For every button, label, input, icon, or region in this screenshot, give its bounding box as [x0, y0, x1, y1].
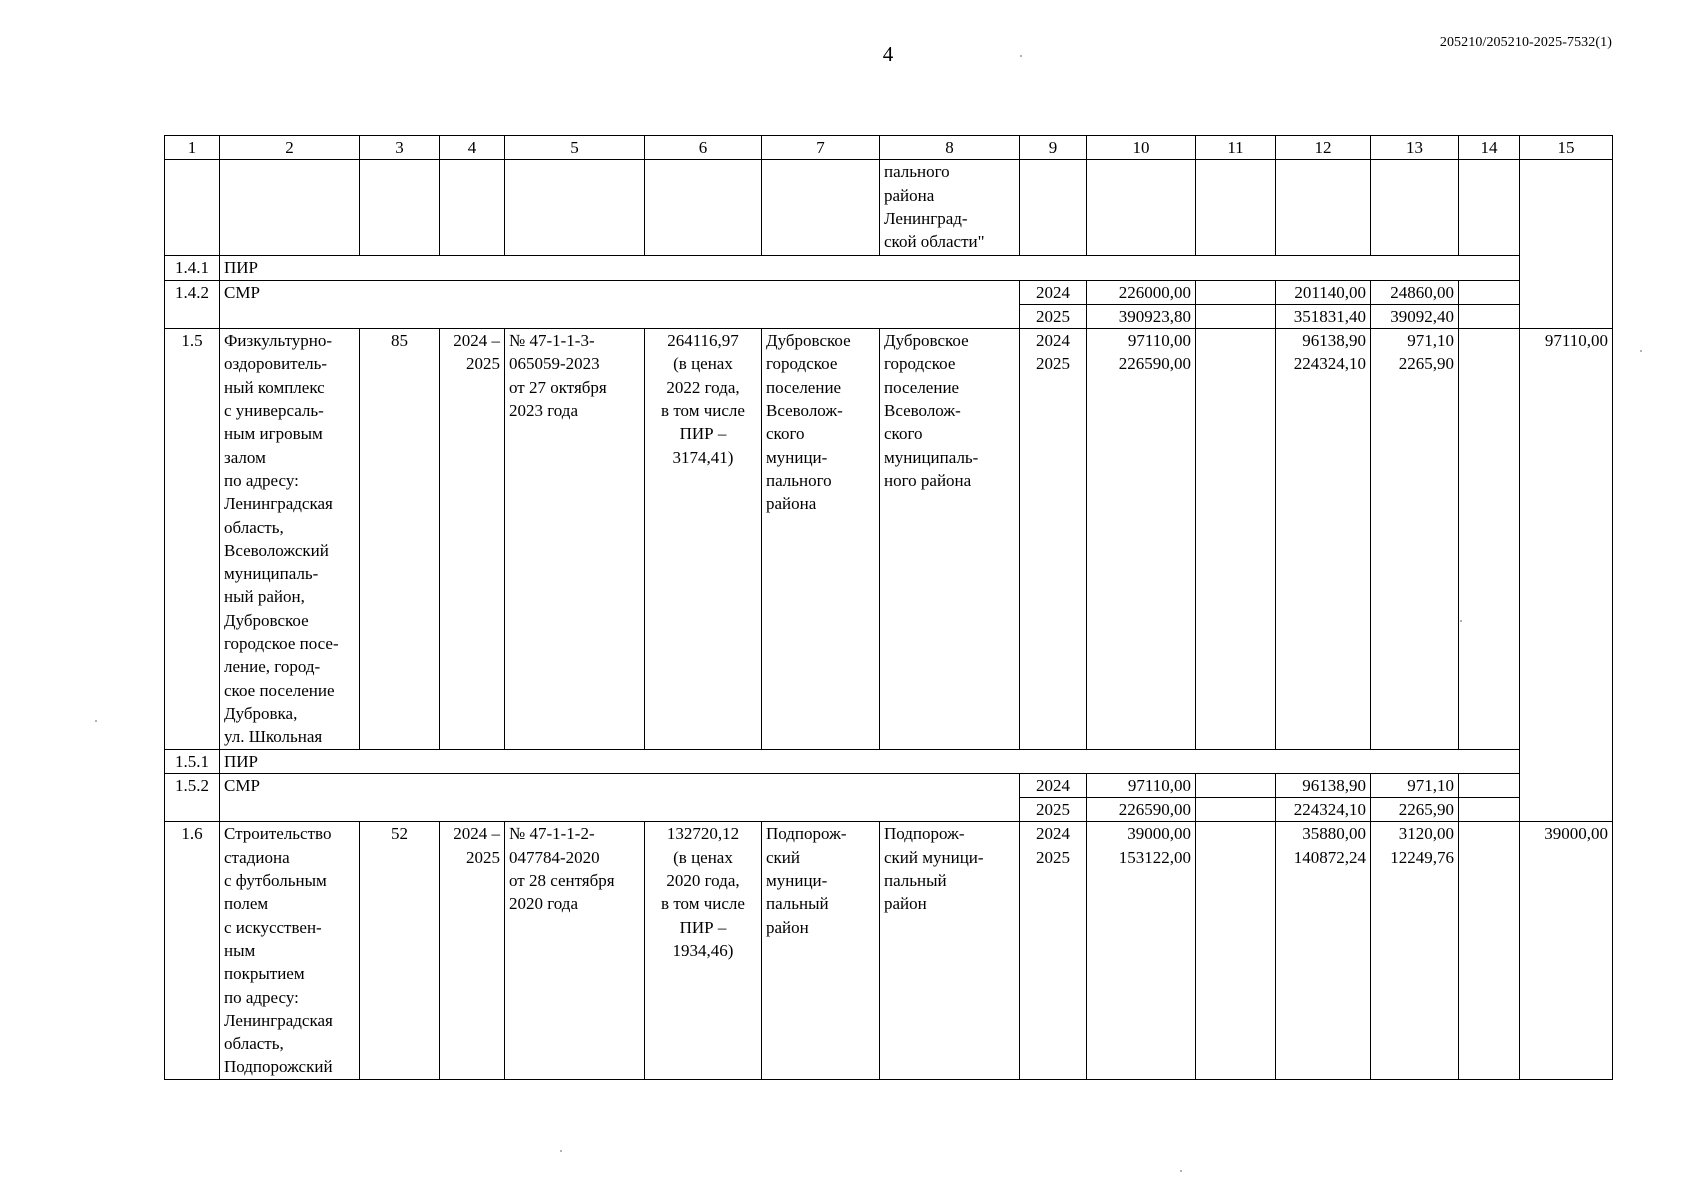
- table-cell: [1459, 798, 1520, 822]
- amount-cell: 39092,40: [1371, 304, 1459, 328]
- period-cell: 2024 – 2025: [440, 822, 505, 1079]
- amount-cell: 96138,90: [1276, 773, 1371, 797]
- scan-speck: [560, 1150, 562, 1152]
- amount-cell: 35880,00 140872,24: [1276, 822, 1371, 1079]
- table-row: [165, 749, 1613, 773]
- column-number: 2: [220, 136, 360, 160]
- page-number: 4: [882, 42, 894, 66]
- column-number: 12: [1276, 136, 1371, 160]
- amount-cell: 2265,90: [1371, 798, 1459, 822]
- capacity-cell: 52: [360, 822, 440, 1079]
- total-cell: 97110,00: [1520, 329, 1613, 822]
- stage-label: ПИР: [220, 749, 1520, 773]
- expertise-cell: № 47-1-1-3- 065059-2023 от 27 октября 2023 года: [505, 329, 645, 749]
- table-cell: [165, 798, 220, 822]
- row-number: 1.5.2: [165, 773, 220, 797]
- column-number: 1: [165, 136, 220, 160]
- row-number: 1.4.1: [165, 256, 220, 280]
- stage-label: ПИР: [220, 256, 1520, 280]
- year-cell: 2025: [1020, 798, 1087, 822]
- table-cell: [1020, 160, 1087, 256]
- table-cell: [1276, 160, 1371, 256]
- year-cell: 2025: [1020, 304, 1087, 328]
- amount-cell: 226590,00: [1087, 798, 1196, 822]
- table-cell: [440, 160, 505, 256]
- table-cell: [1087, 160, 1196, 256]
- scan-speck: [1460, 620, 1462, 622]
- table-cell: [220, 798, 1020, 822]
- column-number: 14: [1459, 136, 1520, 160]
- column-number: 9: [1020, 136, 1087, 160]
- column-number-row: [165, 136, 1613, 160]
- customer-cell: пального района Ленинград- ской области": [880, 160, 1020, 256]
- row-number: 1.5.1: [165, 749, 220, 773]
- table-cell: [360, 160, 440, 256]
- table-cell: [1459, 822, 1520, 1079]
- amount-cell: 3120,00 12249,76: [1371, 822, 1459, 1079]
- year-cell: 2024 2025: [1020, 329, 1087, 749]
- stage-label: СМР: [220, 280, 1020, 304]
- table-cell: [220, 160, 360, 256]
- column-number: 7: [762, 136, 880, 160]
- year-cell: 2024: [1020, 280, 1087, 304]
- table-row: [165, 773, 1613, 797]
- column-number: 6: [645, 136, 762, 160]
- scan-speck: [1640, 350, 1642, 352]
- amount-cell: 390923,80: [1087, 304, 1196, 328]
- row-number: 1.6: [165, 822, 220, 1079]
- developer-cell: Дубровское городское поселение Всеволож- ского муници- пального района: [762, 329, 880, 749]
- amount-cell: 971,10: [1371, 773, 1459, 797]
- amount-cell: 39000,00 153122,00: [1087, 822, 1196, 1079]
- column-number: 8: [880, 136, 1020, 160]
- table-cell: [1196, 280, 1276, 304]
- stage-label: СМР: [220, 773, 1020, 797]
- amount-cell: 97110,00: [1087, 773, 1196, 797]
- table-row: [165, 280, 1613, 304]
- year-cell: 2024: [1020, 773, 1087, 797]
- table-cell: [165, 304, 220, 328]
- table-cell: [1520, 160, 1613, 329]
- table-cell: [1459, 773, 1520, 797]
- table-cell: [1196, 798, 1276, 822]
- table-cell: [1459, 280, 1520, 304]
- table-cell: [505, 160, 645, 256]
- amount-cell: 201140,00: [1276, 280, 1371, 304]
- table-cell: [165, 160, 220, 256]
- scan-speck: [95, 720, 97, 722]
- table-cell: [1459, 160, 1520, 256]
- column-number: 13: [1371, 136, 1459, 160]
- scan-speck: [1020, 55, 1022, 57]
- estimate-cell: 264116,97 (в ценах 2022 года, в том числе ПИР – 3174,41): [645, 329, 762, 749]
- column-number: 15: [1520, 136, 1613, 160]
- amount-cell: 97110,00 226590,00: [1087, 329, 1196, 749]
- table-cell: [1196, 160, 1276, 256]
- total-cell: 39000,00: [1520, 822, 1613, 1079]
- amount-cell: 351831,40: [1276, 304, 1371, 328]
- table-cell: [220, 304, 1020, 328]
- amount-cell: 24860,00: [1371, 280, 1459, 304]
- column-number: 5: [505, 136, 645, 160]
- object-row: [165, 822, 1613, 1079]
- table-cell: [1196, 329, 1276, 749]
- object-name: Физкультурно- оздоровитель- ный комплекс с универсаль- ным игровым залом по адресу: Ленинградская область, Всеволожский муниципаль- ный район, Дубровское городское посе- ление, город- ское поселение Дубровка, ул. Школьная: [220, 329, 360, 749]
- column-number: 4: [440, 136, 505, 160]
- estimate-cell: 132720,12 (в ценах 2020 года, в том числе ПИР – 1934,46): [645, 822, 762, 1079]
- year-cell: 2024 2025: [1020, 822, 1087, 1079]
- table-row: [165, 798, 1613, 822]
- column-number: 11: [1196, 136, 1276, 160]
- table-cell: [1371, 160, 1459, 256]
- amount-cell: 971,10 2265,90: [1371, 329, 1459, 749]
- table-cell: [1459, 329, 1520, 749]
- customer-cell: Дубровское городское поселение Всеволож- ского муниципаль- ного района: [880, 329, 1020, 749]
- budget-table: [164, 135, 1613, 1080]
- object-row: [165, 329, 1613, 749]
- row-number: 1.4.2: [165, 280, 220, 304]
- table-cell: [1196, 304, 1276, 328]
- table-row: [165, 256, 1613, 280]
- table-row: [165, 304, 1613, 328]
- amount-cell: 226000,00: [1087, 280, 1196, 304]
- table-cell: [645, 160, 762, 256]
- document-reference: 205210/205210-2025-7532(1): [1439, 35, 1612, 50]
- period-cell: 2024 – 2025: [440, 329, 505, 749]
- table-cell: [1459, 304, 1520, 328]
- object-name: Строительство стадиона с футбольным полем с искусствен- ным покрытием по адресу: Ленинградская область, Подпорожский: [220, 822, 360, 1079]
- expertise-cell: № 47-1-1-2- 047784-2020 от 28 сентября 2020 года: [505, 822, 645, 1079]
- developer-cell: Подпорож- ский муници- пальный район: [762, 822, 880, 1079]
- table-cell: [762, 160, 880, 256]
- scan-speck: [1180, 1170, 1182, 1172]
- table-cell: [1196, 773, 1276, 797]
- capacity-cell: 85: [360, 329, 440, 749]
- amount-cell: 96138,90 224324,10: [1276, 329, 1371, 749]
- column-number: 3: [360, 136, 440, 160]
- table-cell: [1196, 822, 1276, 1079]
- amount-cell: 224324,10: [1276, 798, 1371, 822]
- row-number: 1.5: [165, 329, 220, 749]
- continuation-row: [165, 160, 1613, 256]
- customer-cell: Подпорож- ский муници- пальный район: [880, 822, 1020, 1079]
- column-number: 10: [1087, 136, 1196, 160]
